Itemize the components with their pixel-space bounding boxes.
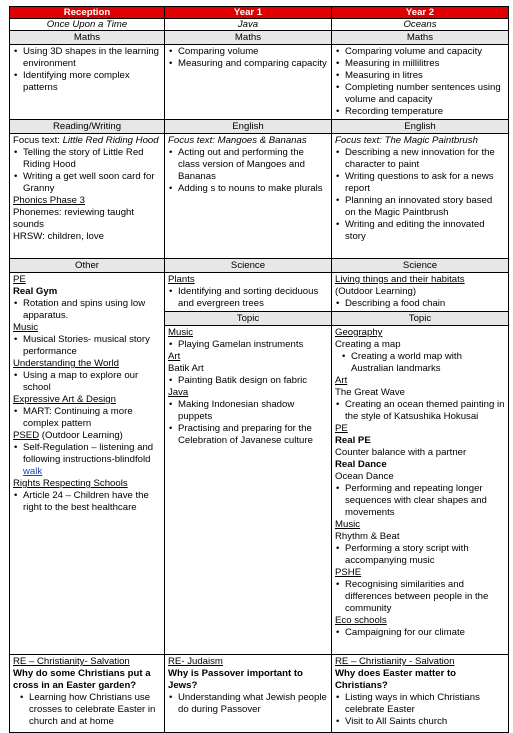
- maths-year1-cell: [165, 45, 332, 120]
- list-item: • MART: Continuing a more complex pattern: [13, 406, 161, 430]
- ead-heading: Expressive Art & Design: [13, 394, 116, 405]
- topic-label-year2: Topic: [332, 312, 508, 326]
- list-item: • Painting Batik design on fabric: [168, 375, 328, 387]
- list-item: • Creating a world map with Australian landmarks: [341, 351, 505, 375]
- y2-geo-list: [335, 351, 505, 375]
- phonics-heading: Phonics Phase 3: [13, 195, 85, 206]
- topic-row: [10, 19, 509, 31]
- focus-prefix: Focus text:: [13, 135, 63, 146]
- rrs-heading: Rights Respecting Schools: [13, 478, 128, 489]
- topic-year1-body: [165, 326, 331, 655]
- re-reception-list: [13, 692, 161, 728]
- maths-label-row: [10, 31, 509, 45]
- hrsw-text: HRSW: children, love: [13, 231, 104, 242]
- topic-year2-inner: [332, 312, 508, 640]
- re-year1-heading: RE- Judaism: [168, 656, 223, 667]
- list-item: • Article 24 – Children have the right to the best healthcare: [13, 490, 161, 514]
- psed-suffix: (Outdoor Learning): [39, 430, 123, 441]
- list-item: • Comparing volume and capacity: [335, 46, 505, 58]
- list-item: • Identifying more complex patterns: [13, 70, 161, 94]
- real-pe-label: Real PE: [335, 435, 371, 446]
- science-year1-cell: [165, 273, 332, 312]
- list-item: • Describing a food chain: [335, 298, 505, 310]
- maths-reception-list: [13, 46, 161, 94]
- re-year2-heading: RE – Christianity - Salvation: [335, 656, 455, 667]
- other-label-row: [10, 259, 509, 273]
- list-item: • Planning an innovated story based on the Magic Paintbrush: [335, 195, 505, 219]
- science-year1-list: [168, 286, 328, 310]
- list-item: • Describing a new innovation for the character to paint: [335, 147, 505, 171]
- plants-heading: Plants: [168, 274, 195, 285]
- list-item: • Completing number sentences using volume and capacity: [335, 82, 505, 106]
- re-reception-question: Why do some Christians put a cross in an Easter garden?: [13, 668, 151, 691]
- re-year2-list: [335, 692, 505, 728]
- pe-heading: PE: [13, 274, 26, 285]
- list-item: • Adding s to nouns to make plurals: [168, 183, 328, 195]
- other-label: Other: [10, 259, 165, 273]
- psed-heading: PSED: [13, 430, 40, 441]
- english-label-year2: English: [332, 120, 509, 134]
- list-item: • Measuring and comparing capacity: [168, 58, 328, 70]
- list-item: • Measuring in millilitres: [335, 58, 505, 70]
- rrs-list: [13, 490, 161, 514]
- english-label-year1: English: [165, 120, 332, 134]
- re-reception-cell: [10, 655, 165, 733]
- focus-text-year2: Focus text: The Magic Paintbrush: [335, 135, 478, 146]
- list-item: • Listing ways in which Christians celebrate Easter: [335, 692, 505, 716]
- science-year2-cell: [332, 273, 509, 312]
- topic-year1: Java: [165, 19, 332, 31]
- header-year2: Year 2: [332, 7, 509, 19]
- maths-label-year2: Maths: [332, 31, 509, 45]
- y2-music-heading: Music: [335, 519, 361, 530]
- psed-list: [13, 442, 161, 478]
- list-item: • Campaigning for our climate: [335, 627, 505, 639]
- topic-year2-cell: [332, 312, 509, 655]
- list-item: • Understanding what Jewish people do during Passover: [168, 692, 328, 716]
- music-heading: Music: [13, 322, 39, 333]
- english-reception-cell: [10, 134, 165, 259]
- ead-list: [13, 406, 161, 430]
- english-year1-cell: [165, 134, 332, 259]
- list-item: [13, 442, 161, 478]
- utw-list: [13, 370, 161, 394]
- living-things-heading: Living things and their habitats: [335, 274, 465, 285]
- english-year1-list: [168, 147, 328, 195]
- y2-music-list: [335, 543, 505, 567]
- y1-java-list: [168, 399, 328, 447]
- y2-geo-heading: Geography: [335, 327, 383, 338]
- re-year1-list: [168, 692, 328, 716]
- y1-music-list: [168, 339, 328, 351]
- y1-art-list: [168, 375, 328, 387]
- y2-music-sub: Rhythm & Beat: [335, 531, 400, 542]
- curriculum-table: [9, 6, 509, 733]
- list-item: • Writing questions to ask for a news report: [335, 171, 505, 195]
- topic-year2-body: [332, 326, 508, 641]
- list-item: • Performing and repeating longer sequences with clear shapes and movements: [335, 483, 505, 519]
- y2-geo-sub: Creating a map: [335, 339, 401, 350]
- english-content-row: [10, 134, 509, 259]
- psed-walk-link[interactable]: walk: [23, 466, 43, 477]
- maths-label-reception: Maths: [10, 31, 165, 45]
- list-item: • Acting out and performing the class version of Mangoes and Bananas: [168, 147, 328, 183]
- maths-year2-cell: [332, 45, 509, 120]
- y1-art-sub: Batik Art: [168, 363, 204, 374]
- list-item: • Identifying and sorting deciduous and evergreen trees: [168, 286, 328, 310]
- phonemes-text: Phonemes: reviewing taught sounds: [13, 207, 135, 230]
- header-reception: Reception: [10, 7, 165, 19]
- science-label-year2: Science: [332, 259, 509, 273]
- pe-list: [13, 298, 161, 322]
- y2-pshe-heading: PSHE: [335, 567, 362, 578]
- list-item: • Recording temperature: [335, 106, 505, 118]
- english-reception-list: [13, 147, 161, 195]
- list-item: • Comparing volume: [168, 46, 328, 58]
- focus-text-reception: [13, 135, 161, 147]
- psed-item-text: Self-Regulation – listening and following instructions-blindfold: [23, 442, 154, 465]
- list-item: • Musical Stories- musical story performance: [13, 334, 161, 358]
- re-year1-question: Why is Passover important to Jews?: [168, 668, 303, 691]
- list-item: • Using 3D shapes in the learning environment: [13, 46, 161, 70]
- y2-pe-heading: PE: [335, 423, 348, 434]
- english-label-reception: Reading/Writing: [10, 120, 165, 134]
- topic-label-year1: Topic: [165, 312, 331, 326]
- focus-text-year1: Focus text: Mangoes & Bananas: [168, 135, 307, 146]
- topic-reception: Once Upon a Time: [10, 19, 165, 31]
- other-reception-cell: [10, 273, 165, 655]
- list-item: • Telling the story of Little Red Riding Hood: [13, 147, 161, 171]
- topic-year2: Oceans: [332, 19, 509, 31]
- list-item: • Performing a story script with accompanying music: [335, 543, 505, 567]
- y1-java-heading: Java: [168, 387, 189, 398]
- list-item: • Making Indonesian shadow puppets: [168, 399, 328, 423]
- psed-heading-line: [13, 430, 161, 442]
- maths-content-row: [10, 45, 509, 120]
- y2-eco-heading: Eco schools: [335, 615, 387, 626]
- y1-music-heading: Music: [168, 327, 194, 338]
- maths-year1-list: [168, 46, 328, 70]
- list-item: • Using a map to explore our school: [13, 370, 161, 394]
- science-label-year1: Science: [165, 259, 332, 273]
- science-year2-list: [335, 298, 505, 310]
- y2-art-heading: Art: [335, 375, 348, 386]
- english-year2-list: [335, 147, 505, 243]
- real-dance-label: Real Dance: [335, 459, 387, 470]
- maths-reception-cell: [10, 45, 165, 120]
- music-list: [13, 334, 161, 358]
- topic-year1-cell: [165, 312, 332, 655]
- re-year2-cell: [332, 655, 509, 733]
- topic-year1-inner: [165, 312, 331, 654]
- maths-label-year1: Maths: [165, 31, 332, 45]
- y1-art-heading: Art: [168, 351, 181, 362]
- list-item: • Writing a get well soon card for Granny: [13, 171, 161, 195]
- y2-pshe-list: [335, 579, 505, 615]
- utw-heading: Understanding the World: [13, 358, 119, 369]
- header-year1: Year 1: [165, 7, 332, 19]
- list-item: • Playing Gamelan instruments: [168, 339, 328, 351]
- y2-pe-sub: Counter balance with a partner: [335, 447, 467, 458]
- header-row: [10, 7, 509, 19]
- list-item: • Practising and preparing for the Celebration of Javanese culture: [168, 423, 328, 447]
- re-year2-question: Why does Easter matter to Christians?: [335, 668, 457, 691]
- y2-art-sub: The Great Wave: [335, 387, 406, 398]
- y2-eco-list: [335, 627, 505, 639]
- real-gym-label: Real Gym: [13, 286, 58, 297]
- y2-art-list: [335, 399, 505, 423]
- re-row: [10, 655, 509, 733]
- y2-dance-sub: Ocean Dance: [335, 471, 394, 482]
- list-item: • Rotation and spins using low apparatus.: [13, 298, 161, 322]
- english-label-row: [10, 120, 509, 134]
- science-year2-sub: (Outdoor Learning): [335, 286, 417, 297]
- other-content-row: [10, 273, 509, 312]
- re-reception-heading: RE – Christianity- Salvation: [13, 656, 130, 667]
- re-year1-cell: [165, 655, 332, 733]
- focus-title: Little Red Riding Hood: [62, 135, 159, 146]
- list-item: • Measuring in litres: [335, 70, 505, 82]
- english-year2-cell: [332, 134, 509, 259]
- y2-dance-list: [335, 483, 505, 519]
- list-item: • Writing and editing the innovated story: [335, 219, 505, 243]
- list-item: • Learning how Christians use crosses to celebrate Easter in church and at home: [19, 692, 161, 728]
- list-item: • Recognising similarities and differences between people in the community: [335, 579, 505, 615]
- list-item: • Visit to All Saints church: [335, 716, 505, 728]
- maths-year2-list: [335, 46, 505, 118]
- list-item: • Creating an ocean themed painting in the style of Katsushika Hokusai: [335, 399, 505, 423]
